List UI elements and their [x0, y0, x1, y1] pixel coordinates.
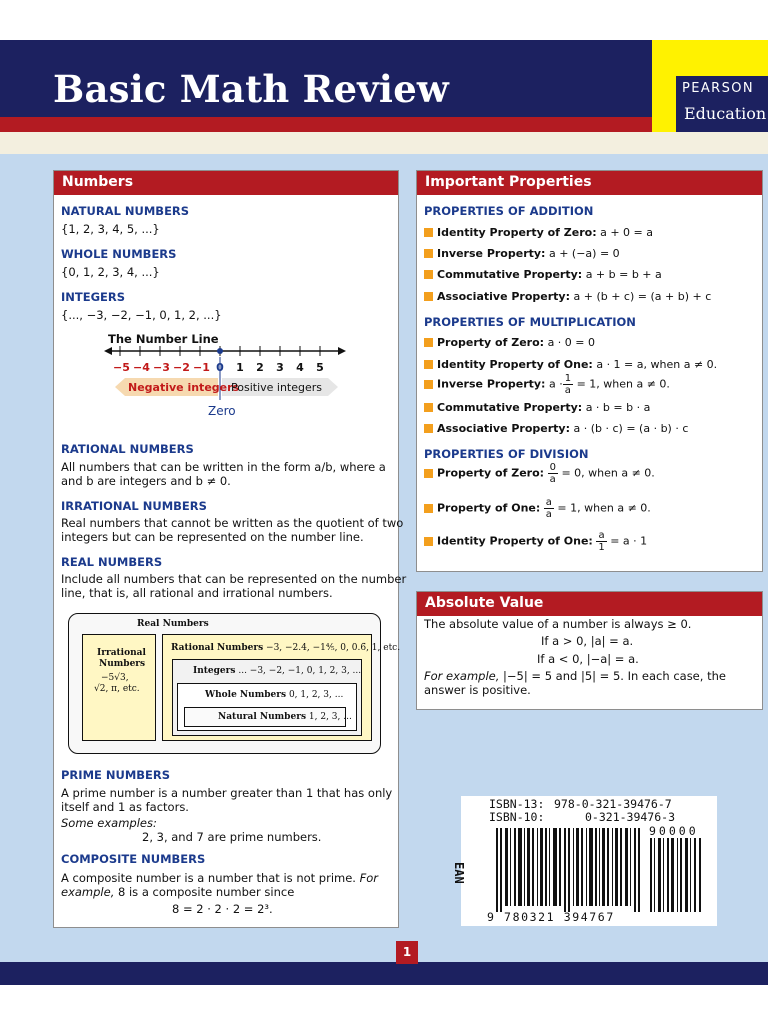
composite-equation: 8 = 2 · 2 · 2 = 2³. [172, 902, 273, 916]
division-identity: Identity Property of One: $\frac{a}{1}$ = a · 1 [424, 530, 647, 553]
natural-diagram-label: Natural Numbers 1, 2, 3, ... [218, 712, 352, 722]
price-code: 90000 [649, 824, 699, 838]
bullet-icon [424, 537, 433, 546]
isbn10-label: ISBN-10: [489, 810, 545, 824]
division-title: PROPERTIES OF DIVISION [424, 447, 589, 461]
bullet-icon [424, 469, 433, 478]
irrational-numbers-line1: Real numbers that cannot be written as the quotient of two [61, 516, 404, 530]
natural-numbers-title: NATURAL NUMBERS [61, 204, 190, 218]
isbn10-value: 0-321-39476-3 [585, 810, 676, 824]
bullet-icon [424, 270, 433, 279]
zero-label: Zero [208, 404, 236, 418]
real-numbers-label: Real Numbers [134, 619, 212, 629]
division-zero: Property of Zero: $\frac{0}{a}$ = 0, when a ≠ 0. [424, 462, 655, 485]
tick-label: 4 [296, 361, 304, 374]
bullet-icon [424, 360, 433, 369]
tick-label: −5 [113, 361, 130, 374]
division-one: Property of One: $\frac{a}{a}$ = 1, when a ≠ 0. [424, 497, 651, 520]
bullet-icon [424, 338, 433, 347]
tick-label: 0 [216, 361, 224, 374]
irrational-numbers-title: IRRATIONAL NUMBERS [61, 499, 207, 513]
rational-numbers-line2: and b are integers and b ≠ 0. [61, 474, 231, 488]
tick-label: −3 [153, 361, 170, 374]
absolute-value-line3: If a < 0, |−a| = a. [537, 652, 639, 666]
composite-numbers-line2: example, 8 is a composite number since [61, 885, 295, 899]
real-numbers-title: REAL NUMBERS [61, 555, 163, 569]
rational-numbers-line1: All numbers that can be written in the form a/b, where a [61, 460, 386, 474]
bullet-icon [424, 292, 433, 301]
whole-diagram-label: Whole Numbers 0, 1, 2, 3, ... [205, 690, 344, 700]
prime-numbers-line2: itself and 1 as factors. [61, 800, 189, 814]
multiplication-identity: Identity Property of One: a · 1 = a, when a ≠ 0. [424, 358, 717, 371]
footer-band [0, 962, 768, 985]
zero-point [217, 348, 223, 354]
division-identity-fraction: $\frac{a}{1}$ [598, 530, 605, 553]
properties-heading: Important Properties [417, 171, 762, 195]
positive-integers-label: Positive integers [231, 381, 323, 394]
bullet-icon [424, 424, 433, 433]
tick-label: 2 [256, 361, 264, 374]
barcode-bars [496, 828, 646, 912]
real-numbers-line2: line, that is, all rational and irrational numbers. [61, 586, 333, 600]
irrational-numbers-line2: integers but can be represented on the number line. [61, 530, 364, 544]
bullet-icon [424, 228, 433, 237]
tick-label: 3 [276, 361, 284, 374]
whole-example: 0, 1, 2, 3, ... [288, 690, 344, 700]
absolute-value-line2: If a > 0, |a| = a. [541, 634, 634, 648]
page-number: 1 [402, 945, 412, 959]
tick-label: −1 [193, 361, 210, 374]
multiplication-commutative: Commutative Property: a · b = b · a [424, 401, 650, 414]
ean-label: EAN [452, 862, 466, 884]
integers-diagram-label: Integers ... −3, −2, −1, 0, 1, 2, 3, ... [193, 666, 362, 676]
whole-numbers-title: WHOLE NUMBERS [61, 247, 177, 261]
addition-identity: Identity Property of Zero: a + 0 = a [424, 226, 653, 239]
prime-examples: 2, 3, and 7 are prime numbers. [142, 830, 322, 844]
multiplication-associative: Associative Property: a · (b · c) = (a · b) · c [424, 422, 688, 435]
number-line-title: The Number Line [108, 332, 219, 346]
division-one-fraction: $\frac{a}{a}$ [545, 497, 552, 520]
addon-barcode-bars [650, 838, 702, 912]
integers-set: {..., −3, −2, −1, 0, 1, 2, ...} [61, 308, 222, 322]
prime-examples-label: Some examples: [61, 816, 157, 830]
irrational-example-1: −5√3, [101, 673, 129, 683]
tick-label: 1 [236, 361, 244, 374]
header-cream-band [0, 132, 768, 154]
tick-label: 5 [316, 361, 324, 374]
division-zero-fraction: $\frac{0}{a}$ [549, 462, 556, 485]
numbers-heading: Numbers [54, 171, 398, 195]
numbers-panel [53, 170, 399, 928]
isbn13-value: 978-0-321-39476-7 [554, 797, 672, 811]
composite-numbers-line1: A composite number is a number that is not prime. For [61, 871, 379, 885]
natural-example: 1, 2, 3, ... [308, 712, 352, 722]
page-number-badge [396, 941, 418, 964]
prime-numbers-title: PRIME NUMBERS [61, 768, 171, 782]
irrational-label-2: Numbers [99, 659, 146, 669]
integers-title: INTEGERS [61, 290, 126, 304]
tick-label: −2 [173, 361, 190, 374]
addition-title: PROPERTIES OF ADDITION [424, 204, 594, 218]
whole-numbers-set: {0, 1, 2, 3, 4, ...} [61, 265, 160, 279]
rational-numbers-title: RATIONAL NUMBERS [61, 442, 194, 456]
number-line [100, 340, 350, 410]
irrational-example-2: √2, π, etc. [94, 684, 140, 694]
bullet-icon [424, 403, 433, 412]
header-red-stripe [0, 117, 652, 132]
multiplication-title: PROPERTIES OF MULTIPLICATION [424, 315, 636, 329]
barcode-digits: 9 780321 394767 [487, 910, 615, 924]
rational-example: −3, −2.4, −1⅘, 0, 0.6̄, 1, etc. [266, 643, 401, 653]
bullet-icon [424, 249, 433, 258]
multiplication-zero: Property of Zero: a · 0 = 0 [424, 336, 595, 349]
composite-numbers-title: COMPOSITE NUMBERS [61, 852, 206, 866]
inverse-fraction: $\frac{1}{a}$ [564, 373, 572, 396]
addition-associative: Associative Property: a + (b + c) = (a + b) + c [424, 290, 711, 303]
isbn13-label: ISBN-13: [489, 797, 545, 811]
page-title: Basic Math Review [53, 67, 449, 111]
prime-numbers-line1: A prime number is a number greater than 1 that has only [61, 786, 393, 800]
absolute-value-line5: answer is positive. [424, 683, 531, 697]
natural-numbers-set: {1, 2, 3, 4, 5, ...} [61, 222, 160, 236]
bullet-icon [424, 380, 433, 389]
rational-label: Rational Numbers −3, −2.4, −1⅘, 0, 0.6̄, 1, etc. [171, 643, 401, 653]
integers-example: ... −3, −2, −1, 0, 1, 2, 3, ... [238, 666, 362, 676]
absolute-value-heading: Absolute Value [417, 592, 762, 616]
negative-integers-label: Negative integers [128, 381, 240, 394]
real-numbers-line1: Include all numbers that can be represented on the number [61, 572, 407, 586]
logo-education-text: Education [684, 104, 767, 123]
tick-label: −4 [133, 361, 150, 374]
addition-commutative: Commutative Property: a + b = b + a [424, 268, 662, 281]
absolute-value-line1: The absolute value of a number is always ≥ 0. [424, 617, 692, 631]
logo-pearson-text: PEARSON [682, 81, 754, 96]
irrational-label-1: Irrational [97, 648, 146, 658]
multiplication-inverse: Inverse Property: a · $\frac{1}{a}$ = 1, when a ≠ 0. [424, 373, 670, 396]
absolute-value-line4: For example, |−5| = 5 and |5| = 5. In each case, the [424, 669, 726, 683]
bullet-icon [424, 504, 433, 513]
addition-inverse: Inverse Property: a + (−a) = 0 [424, 247, 620, 260]
